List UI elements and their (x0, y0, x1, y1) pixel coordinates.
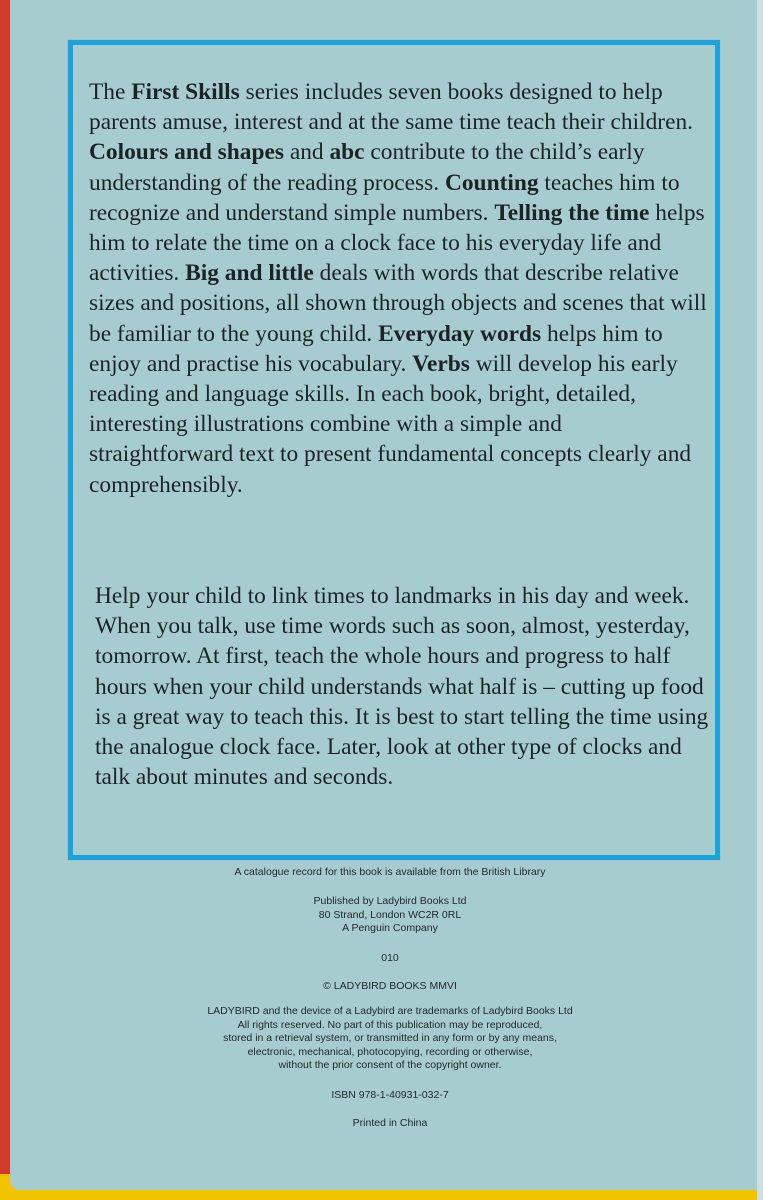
book-title: abc (329, 139, 365, 166)
intro-text: series includes seven books designed to help parents amuse, interest and at the same time teach their children. (89, 79, 694, 136)
intro-text: will develop his early reading and language skills. In each book, bright, detailed, interesting illustrations combine with a simple and straightforward text to present fundamental concepts clearly and comprehensibly. (89, 350, 692, 498)
book-title: Everyday words (378, 320, 542, 347)
publisher-line: Published by Ladybird Books Ltd (313, 895, 467, 907)
intro-text: helps him to enjoy and practise his vocabulary. (89, 320, 663, 377)
advice-paragraph: Help your child to link times to landmarks in his day and week. When you talk, use time words such as soon, almost, yesterday, tomorrow. At first, teach the whole hours and progress to half hours when your child understands what half is – cutting up food is a great way to teach this. It is best to start telling the time using the analogue clock face. Later, look at other type of clocks and talk about minutes and seconds. (95, 583, 709, 791)
rights-line: LADYBIRD and the device of a Ladybird are trademarks of Ladybird Books Ltd (207, 1005, 573, 1017)
book-title: First Skills (131, 79, 240, 105)
book-title: Verbs (412, 350, 470, 377)
publisher-company: A Penguin Company (342, 922, 438, 934)
book-title: Counting (444, 169, 539, 196)
isbn: ISBN 978-1-40931-032-7 (331, 1089, 449, 1101)
intro-text: deals with words that describe relative sizes and positions, all shown through objects and scenes that will be familiar to the young child. (89, 260, 707, 347)
book-page (10, 0, 762, 1190)
page-edge-right (757, 0, 763, 1200)
rights-block (110, 1005, 670, 1073)
intro-text: and (283, 139, 330, 166)
catalogue-note: A catalogue record for this book is available from the British Library (234, 866, 546, 878)
intro-text: teaches him to recognize and understand simple numbers. (89, 169, 680, 226)
copyright-line: © LADYBIRD BOOKS MMVI (323, 980, 457, 992)
intro-text: helps him to relate the time on a clock face to his everyday life and activities. (89, 199, 705, 287)
rights-line: without the prior consent of the copyright owner. (278, 1059, 502, 1071)
print-code: 010 (381, 952, 399, 964)
rights-line: All rights reserved. No part of this publication may be reproduced, (237, 1018, 543, 1031)
rights-line: electronic, mechanical, photocopying, recording or otherwise, (247, 1045, 533, 1058)
book-title: Colours and shapes (89, 139, 284, 166)
printed-in: Printed in China (352, 1117, 428, 1129)
intro-text: contribute to the child’s early understanding of the reading process. (89, 139, 645, 196)
publisher-block (110, 895, 670, 936)
intro-paragraph (89, 77, 709, 500)
rights-line: stored in a retrieval system, or transmitted in any form or by any means, (223, 1032, 557, 1044)
book-title: Telling the time (494, 199, 650, 226)
text-frame (68, 40, 720, 860)
intro-text: The (89, 79, 132, 105)
publisher-address: 80 Strand, London WC2R 0RL (318, 908, 462, 921)
book-title: Big and little (185, 260, 314, 287)
